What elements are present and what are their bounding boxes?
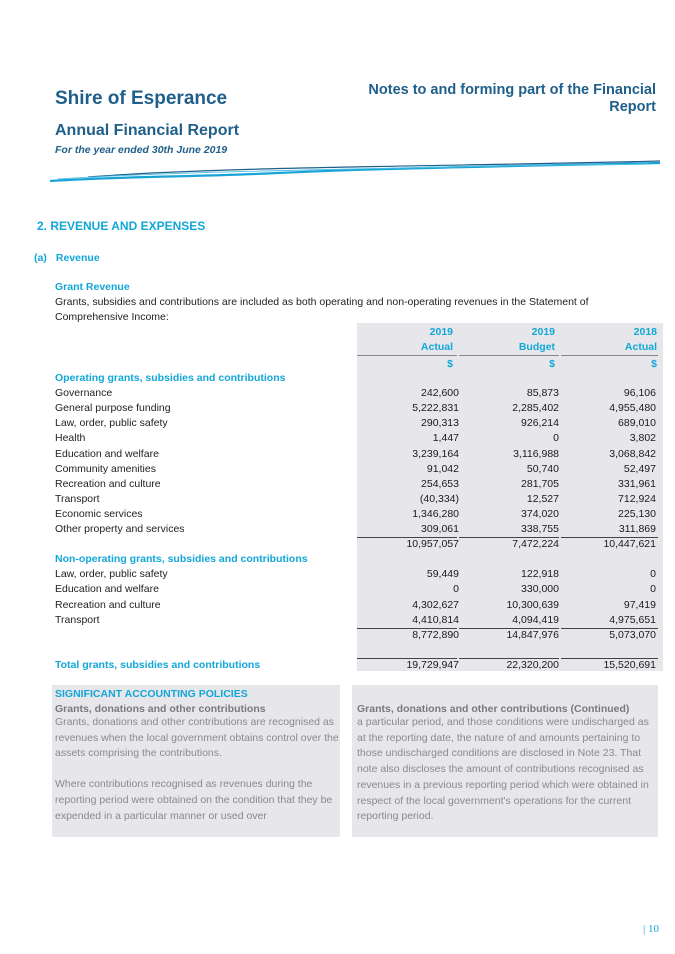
row-label: Total grants, subsidies and contributions [55,658,261,671]
row-label: Law, order, public safety [55,568,168,581]
row-value: 85,873 [526,387,559,400]
header-wave-divider [48,155,663,185]
table-row [0,477,675,492]
row-value: 3,068,842 [609,447,656,460]
column-year: 2019 [531,326,555,338]
column-header [561,325,663,372]
row-value: 3,116,988 [513,447,559,460]
policy-paragraph: Grants, donations and other contributions are recognised as revenues when the local government obtains control over the assets comprising the contributions. [55,716,339,760]
table-row [0,613,675,628]
table-row [0,386,675,401]
column-unit: $ [549,358,555,370]
column-unit: $ [651,358,657,370]
row-value: 331,961 [618,477,656,490]
row-value: 8,772,890 [412,628,459,641]
row-value: 5,073,070 [609,628,656,641]
row-value: 14,847,976 [506,628,559,641]
policy-heading: Grants, donations and other contributions [55,703,266,715]
table-row [0,598,675,613]
row-value: 338,755 [521,523,559,535]
row-value: 4,410,814 [412,613,459,626]
row-value: 91,042 [426,462,459,475]
row-value: 225,130 [618,507,656,520]
row-value: 1,346,280 [412,507,459,520]
row-value: 689,010 [618,417,656,430]
table-row [0,447,675,462]
report-title: Annual Financial Report [55,122,240,139]
row-label: Governance [55,387,113,400]
row-label: Transport [55,613,100,626]
row-value: 309,061 [421,523,459,535]
subsection-title: Revenue [55,252,100,264]
row-value: 4,975,651 [609,613,656,626]
row-value: 712,924 [618,492,656,505]
row-value: 15,520,691 [603,658,656,671]
subtotal-row [0,537,675,552]
category-heading [0,552,675,567]
intro-paragraph: Grants, subsidies and contributions are included as both operating and non-operating revenues in the Statement of Comprehensive Income: [55,296,589,323]
row-value: 50,740 [526,462,559,475]
row-value: 242,600 [421,387,459,400]
row-value: 4,094,419 [512,613,559,626]
row-value: 330,000 [521,583,559,596]
row-value: 10,957,057 [406,538,459,551]
row-value: 96,106 [623,387,656,400]
subtotal-row [0,628,675,643]
policy-column-left [55,703,345,824]
page-number: | 10 [643,923,659,935]
row-label: Operating grants, subsidies and contributions [55,372,286,384]
row-value: 0 [553,432,559,445]
column-year: 2019 [429,326,453,338]
organisation-name: Shire of Esperance [55,88,228,109]
row-value: 374,020 [521,507,559,520]
row-value: 290,313 [421,417,459,430]
row-value: 122,918 [521,568,559,581]
row-label: Transport [55,492,100,505]
policy-paragraph: Where contributions recognised as revenues during the reporting period were obtained on the condition that they be expended in a particular manner or used over [55,778,333,822]
table-row [0,507,675,522]
row-value: 59,449 [426,568,459,581]
subsection-label [34,252,100,264]
column-year: 2018 [633,326,657,338]
policy-heading: Grants, donations and other contributions (Continued) [357,703,630,715]
column-label: Actual [624,341,657,353]
row-label: Education and welfare [55,583,159,596]
row-value: 10,447,621 [603,538,656,551]
total-row [0,658,675,673]
row-value: 3,802 [629,432,656,445]
column-label: Actual [420,341,453,353]
row-value: 12,527 [526,492,559,505]
row-value: 3,239,164 [412,447,459,460]
policies-title: SIGNIFICANT ACCOUNTING POLICIES [55,688,248,700]
row-value: 52,497 [623,462,656,475]
column-label: Budget [518,341,555,353]
row-label: General purpose funding [55,402,171,415]
table-row [0,567,675,582]
table-row [0,582,675,597]
row-value: 926,214 [521,417,559,430]
row-value: 7,472,224 [512,538,559,551]
row-value: 281,705 [521,477,559,490]
report-period: For the year ended 30th June 2019 [55,144,228,156]
row-value: 2,285,402 [512,402,559,415]
row-value: 311,869 [618,523,656,535]
column-header [459,325,561,372]
row-label: Non-operating grants, subsidies and contributions [55,553,308,566]
header-rule [459,355,559,356]
policy-paragraph: a particular period, and those conditions were undischarged as at the reporting date, the nature of and amounts pertaining to those undischarged conditions are disclosed in Note 23. That note also discloses the amount of contributions recognised as revenues in a previous reporting period which were obtained in respect of the local government's operations for the current reporting period. [357,716,649,823]
table-row [0,431,675,446]
header-rule [357,355,457,356]
row-label: Health [55,432,86,445]
row-value: (40,334) [419,492,459,505]
table-row [0,401,675,416]
row-value: 97,419 [623,598,656,611]
section-title: 2. REVENUE AND EXPENSES [37,219,206,233]
subsection-number: (a) [34,252,47,264]
table-row [0,492,675,507]
table-row [0,522,675,537]
row-value: 0 [453,583,459,596]
row-label: Economic services [55,507,143,520]
row-label: Other property and services [55,523,185,535]
row-label: Recreation and culture [55,598,161,611]
notes-title: Notes to and forming part of the Financial Report [368,82,656,115]
row-value: 19,729,947 [406,658,459,671]
row-label: Community amenities [55,462,156,475]
table-row [0,462,675,477]
row-value: 4,302,627 [412,598,459,611]
column-header [357,325,459,372]
row-value: 5,222,831 [412,402,459,415]
header-rule [561,355,658,356]
grant-revenue-heading: Grant Revenue [55,281,130,293]
row-value: 254,653 [421,477,459,490]
row-label: Education and welfare [55,447,159,460]
row-label: Law, order, public safety [55,417,168,430]
table-row [0,416,675,431]
column-unit: $ [447,358,453,370]
category-heading [0,371,675,386]
policy-column-right [357,703,657,825]
row-value: 22,320,200 [506,658,559,671]
row-value: 0 [650,568,656,581]
row-value: 1,447 [432,432,459,445]
row-value: 10,300,639 [506,598,559,611]
row-value: 0 [650,583,656,596]
row-value: 4,955,480 [609,402,656,415]
row-label: Recreation and culture [55,477,161,490]
